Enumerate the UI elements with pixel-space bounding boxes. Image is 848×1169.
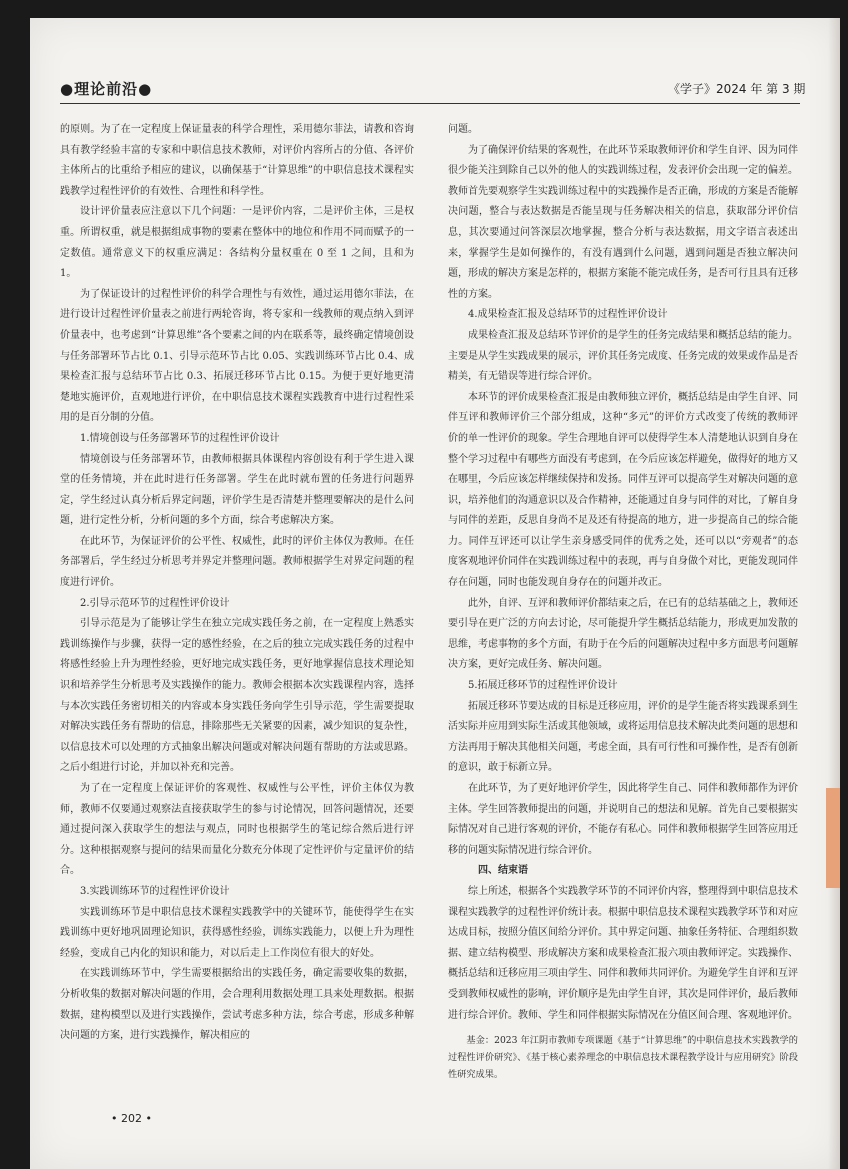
paragraph: 为了在一定程度上保证评价的客观性、权威性与公平性，评价主体仅为教师，教师不仅要通过观察法直接获取学生的参与讨论情况，回答问题情况，还要通过提问深入获取学生的想法与观点，同时也根据学生的笔记综合然后进行评分。这种根据观察与提问的结果而量化分数充分体现了定性评价与定量评价的结合。 bbox=[60, 783, 414, 877]
subheading: 1.情境创设与任务部署环节的过程性评价设计 bbox=[80, 432, 280, 444]
paragraph: 为了确保评价结果的客观性，在此环节采取教师评价和学生自评、因为同伴很少能关注到除自己以外的他人的实践训练过程，发表评价会出现一定的偏差。教师首先要观察学生实践训练过程中的实践操作是否正确，形成的方案是否能解决问题，整合与表达数据是否能呈现与任务解决相关的信息，获取部分评价信息，其次要通过问答深层次地掌握，整合分析与表达数据，用文字语言表述出来，掌握学生是如何操作的，有没有遇到什么问题，遇到问题是否独立解决问题，形成的解决方案是怎样的，根据方案能不能完成任务，是否可行且具有迁移性的方案。 bbox=[448, 144, 798, 300]
page-tab-marker bbox=[826, 788, 840, 888]
subheading: 3.实践训练环节的过程性评价设计 bbox=[80, 885, 230, 897]
paragraph: 此外，自评、互评和教师评价都结束之后，在已有的总结基础之上，教师还要引导在更广泛的方向去讨论，尽可能提升学生概括总结能力，形成更加发散的思维，考虑事物的多个方面，有助于在今后的问题解决过程中多方面思考问题解决方案，更好完成任务、解决问题。 bbox=[448, 597, 798, 671]
paragraph: 设计评价量表应注意以下几个问题：一是评价内容，二是评价主体，三是权重。所谓权重，就是根据组成事物的要素在整体中的地位和作用不同而赋予的一定数值。通常意义下的权重应满足：各结构分量权重在 0 至 1 之间，且和为 1。 bbox=[60, 206, 414, 280]
right-column bbox=[448, 120, 798, 1083]
page-number: • 202 • bbox=[111, 1112, 152, 1125]
left-column bbox=[60, 120, 414, 1047]
paragraph: 成果检查汇报及总结环节评价的是学生的任务完成结果和概括总结的能力。主要是从学生实践成果的展示，评价其任务完成度、任务完成的效果或作品是否精美，有无错误等进行综合评价。 bbox=[448, 329, 798, 383]
header-rule bbox=[60, 103, 800, 104]
paragraph: 在此环节，为保证评价的公平性、权威性，此时的评价主体仅为教师。在任务部署后，学生经过分析思考并界定并整理问题。教师根据学生对界定问题的程度进行评价。 bbox=[60, 535, 414, 589]
paragraph: 情境创设与任务部署环节，由教师根据具体课程内容创设有利于学生进入课堂的任务情境，并在此时进行任务部署。学生在此时就布置的任务进行问题界定，学生经过认真分析后界定问题，评价学生是否清楚并整理要解决的是什么问题，进行定性分析，分析问题的多个方面，综合考虑解决方案。 bbox=[60, 453, 414, 527]
paragraph: 在实践训练环节中，学生需要根据给出的实践任务，确定需要收集的数据，分析收集的数据对解决问题的作用，会合理利用数据处理工具来处理数据。根据数据，建构模型以及进行实践操作，尝试考虑多种方法，综合考虑，形成多种解决问题的方案，进行实践操作，解决相应的 bbox=[60, 968, 414, 1042]
section-header: ●理论前沿● bbox=[60, 80, 153, 98]
page-edge-shadow bbox=[828, 18, 840, 1169]
journal-header: 《学子》2024 年 第 3 期 bbox=[668, 82, 806, 96]
paragraph: 实践训练环节是中职信息技术课程实践教学中的关键环节，能使得学生在实践训练中更好地巩固理论知识，获得感性经验，训练实践能力，以便上升为理性经验，变成自己内化的知识和能力，对以后走上工作岗位有很大的好处。 bbox=[60, 906, 414, 959]
paragraph: 本环节的评价成果检查汇报是由教师独立评价，概括总结是由学生自评、同伴互评和教师评价三个部分组成，这种“多元”的评价方式改变了传统的教师评价的单一性评价的现象。学生合理地自评可以使得学生本人清楚地认识到自身在整个学习过程中有哪些方面没有考虑到，在今后应该怎样避免，做得好的地方又在哪里，今后应该怎样继续保持和发扬。同伴互评可以提高学生对解决问题的意识，培养他们的沟通意识以及合作精神，还能通过自身与同伴的对比，了解自身与同伴的差距，反思自身尚不足及还有待提高的地方，进一步提高自己的综合能力。同伴互评还可以让学生亲身感受同伴的优秀之处，还可以以“旁观者”的态度客观地评价同伴在实践训练过程中的表现，再与自身做个对比，更能发现同伴存在问题，同时也能发现自身存在的问题并改正。 bbox=[448, 391, 798, 589]
paragraph: 综上所述，根据各个实践教学环节的不同评价内容，整理得到中职信息技术课程实践教学的过程性评价统计表。根据中职信息技术课程实践教学环节和对应达成目标，按照分值区间给分评价。其中界定问题、抽象任务特征、合理组织数据、建立结构模型、形成解决方案和成果检查汇报六项由教师评定。实践操作、概括总结和迁移应用三项由学生、同伴和教师共同评价。为避免学生自评和互评受到教师权威性的影响，评价顺序是先由学生自评，其次是同伴评价，最后教师进行综合评价。教师、学生和同伴根据实际情况在分值区间合理、客观地评价。 bbox=[448, 885, 798, 1021]
paragraph: 引导示范是为了能够让学生在独立完成实践任务之前，在一定程度上熟悉实践训练操作与步骤，获得一定的感性经验，在之后的独立完成实践任务的过程中将感性经验上升为理性经验，更好地完成实践任务，更好地掌握信息技术理论知识和培养学生分析思考及实践操作的能力。教师会根据本次实践课程内容，选择与本次实践任务密切相关的内容或本身实践任务向学生引导示范，学生需要提取对解决实践任务有帮助的信息，排除那些无关紧要的因素，减少知识的复杂性，以信息技术可以处理的方式抽象出解决问题或对解决问题有帮助的方法或思路。之后小组进行讨论，并加以补充和完善。 bbox=[60, 618, 414, 774]
paragraph: 在此环节，为了更好地评价学生，因此将学生自己、同伴和教师都作为评价主体。学生回答教师提出的问题，并说明自己的想法和见解。首先自己要根据实际情况对自己进行客观的评价，不能存有私心。同伴和教师根据学生回答应用迁移的问题实际情况进行综合评价。 bbox=[448, 783, 798, 856]
section-heading: 四、结束语 bbox=[478, 865, 528, 877]
paragraph: 为了保证设计的过程性评价的科学合理性与有效性，通过运用德尔菲法，在进行设计过程性评价量表之前进行两轮咨询，将专家和一线教师的观点纳入到评价量表中，也考虑到“计算思维”各个要素之间的内在联系等，最终确定情境创设与任务部署环节占比 0.1、引导示范环节占比 0.05、实践训练环节占比 0.4、成果检查汇报与总结环节占比 0.3、拓展迁移环节占比 0.15。为便于更好地更清楚地实施评价，直观地进行评价，在中职信息技术课程实践教育中进行过程性采用的是百分制的分值。 bbox=[60, 288, 414, 424]
subheading: 4.成果检查汇报及总结环节的过程性评价设计 bbox=[468, 309, 668, 321]
subheading: 5.拓展迁移环节的过程性评价设计 bbox=[468, 680, 618, 692]
paragraph: 问题。 bbox=[448, 124, 478, 135]
subheading: 2.引导示范环节的过程性评价设计 bbox=[80, 597, 230, 609]
fund-note: 基金：2023 年江阴市教师专项课题《基于“计算思维”的中职信息技术实践教学的过程性评价研究》、《基于核心素养理念的中职信息技术课程教学设计与应用研究》阶段性研究成果。 bbox=[448, 1035, 798, 1081]
paragraph: 的原则。为了在一定程度上保证量表的科学合理性，采用德尔菲法，请教和咨询具有教学经验丰富的专家和中职信息技术教师，对评价内容所占的分值、各评价主体所占的比重给予相应的建议，以确保基于“计算思维”的中职信息技术课程实践教学过程性评价的有效性、合理性和科学性。 bbox=[60, 124, 414, 197]
paragraph: 拓展迁移环节要达成的目标是迁移应用，评价的是学生能否将实践课系到生活实际并应用到实际生活或其他领域，或将运用信息技术解决此类问题的思想和方法再用于解决其他相关问题，考虑全面，具有可行性和可操作性，是否有创新的意识，敢于标新立异。 bbox=[448, 700, 798, 774]
